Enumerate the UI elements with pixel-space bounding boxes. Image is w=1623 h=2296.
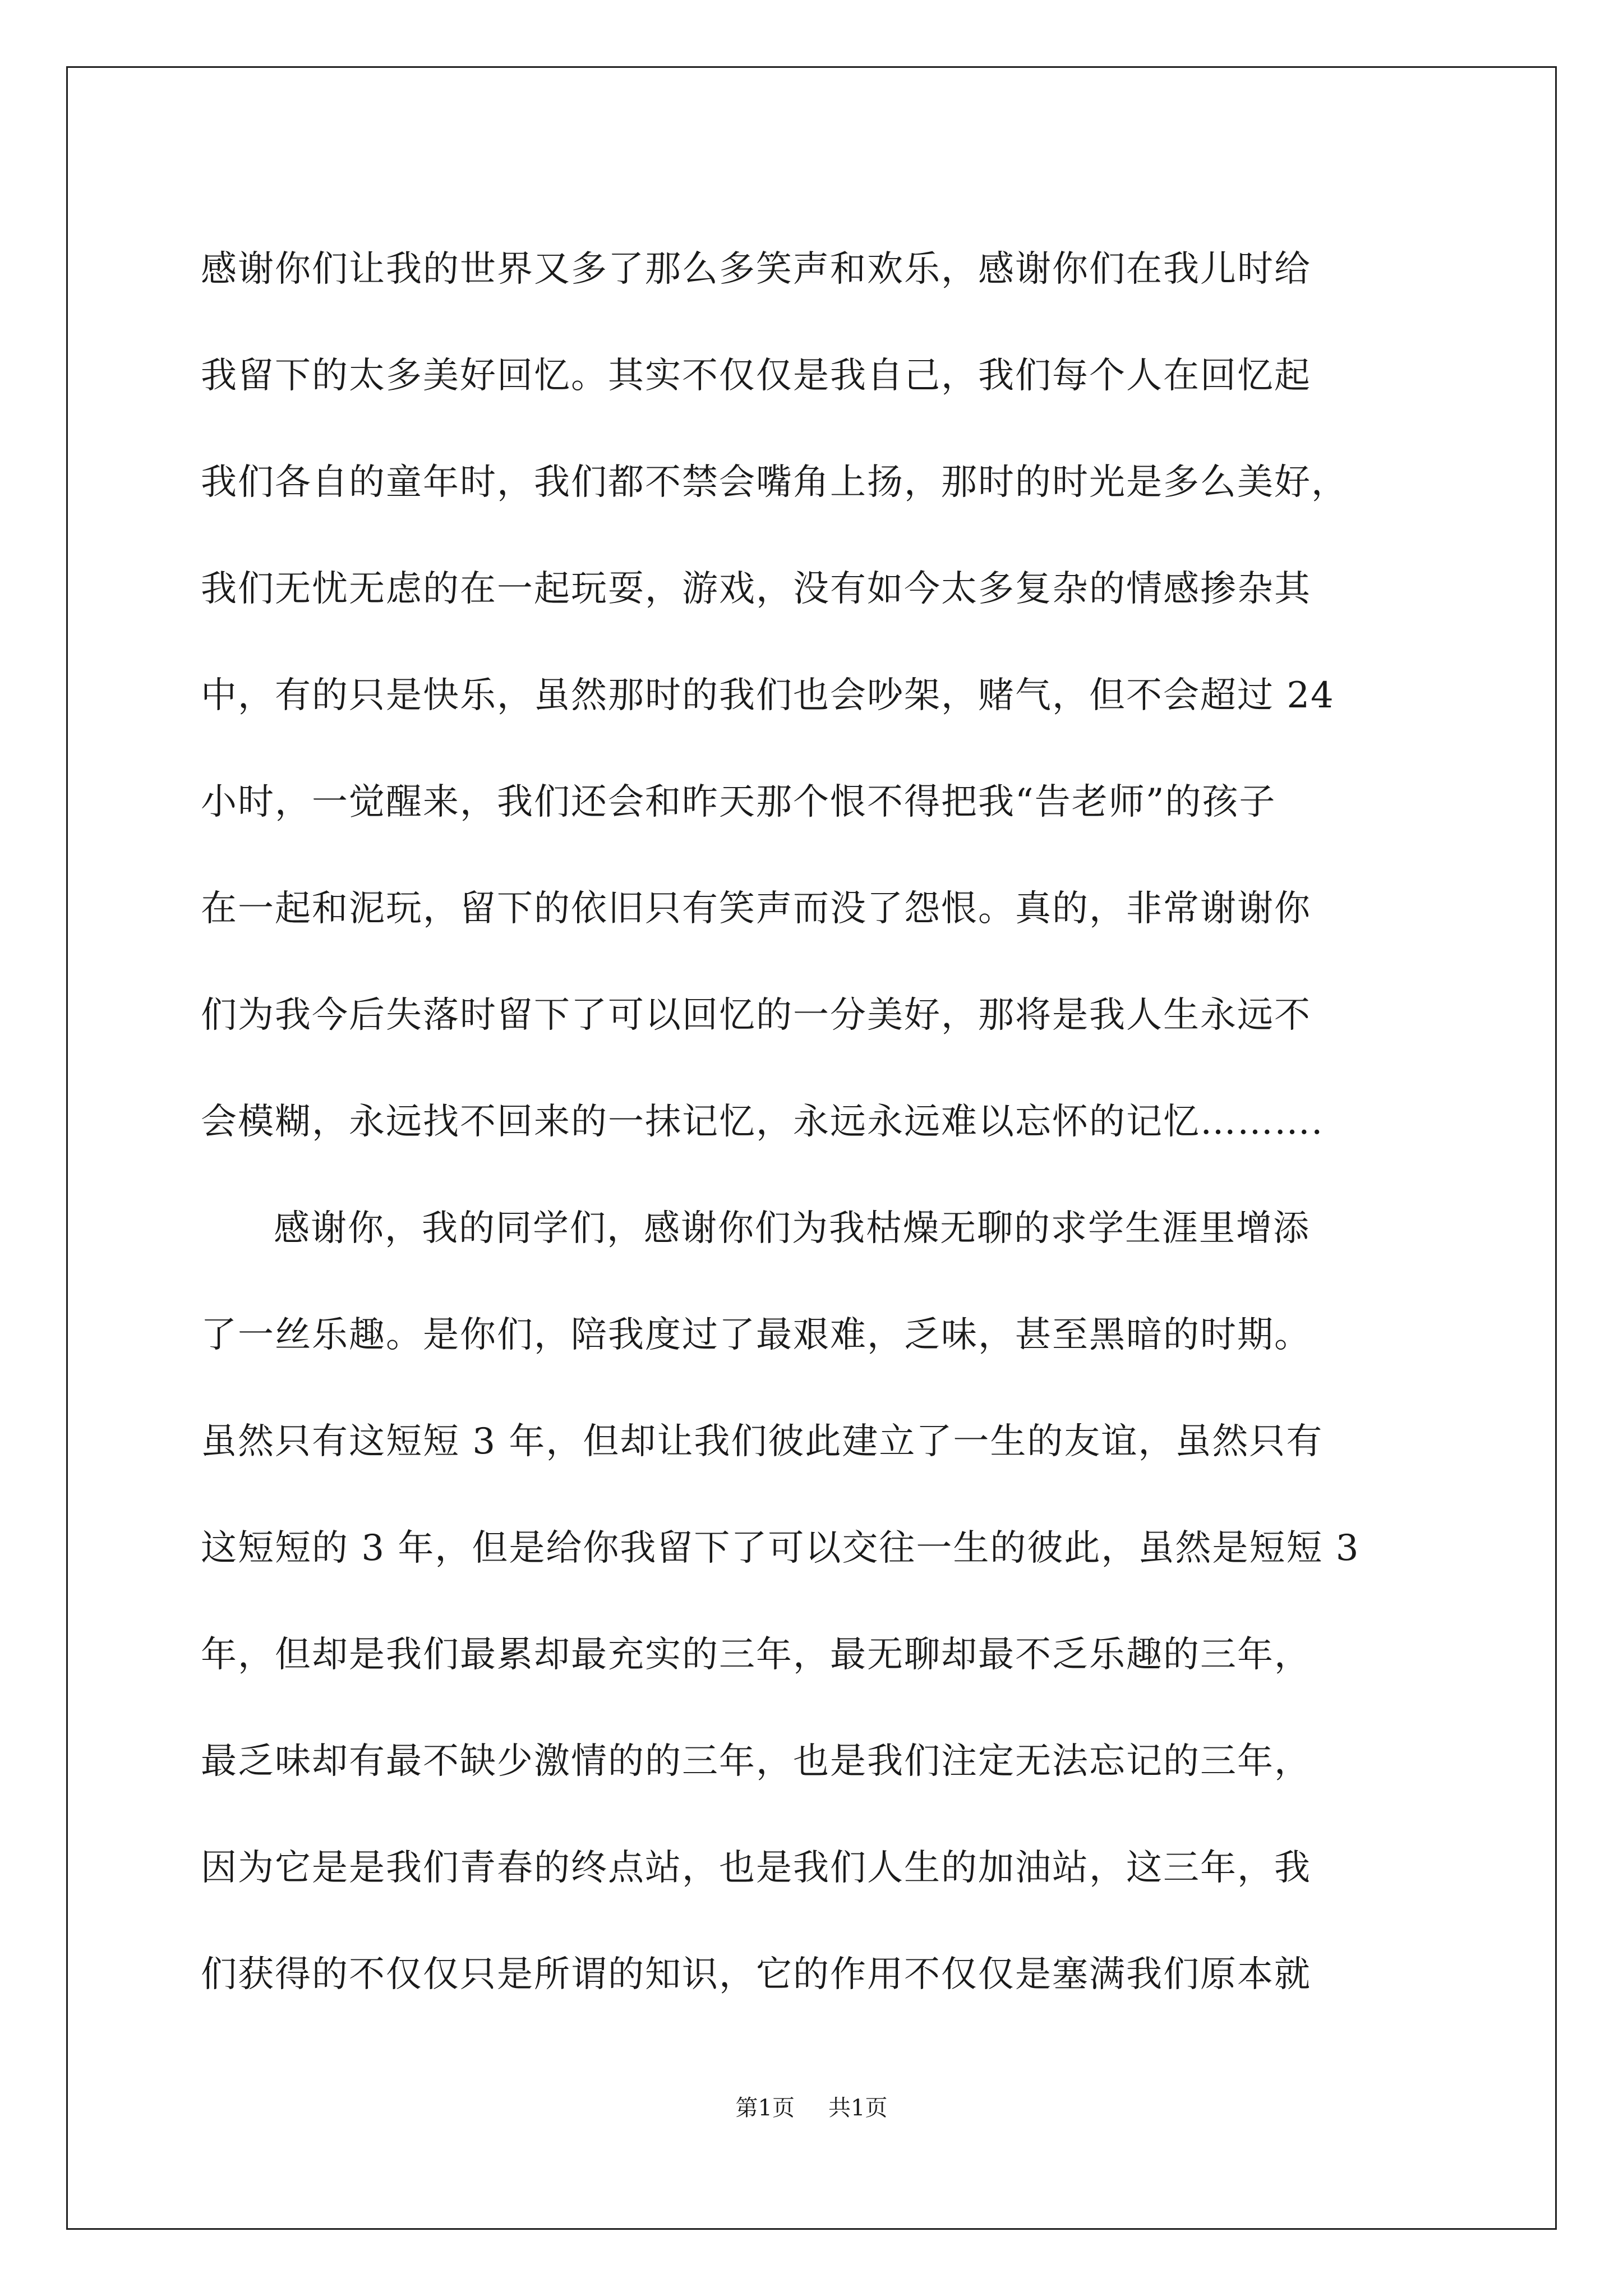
document-body bbox=[201, 216, 1418, 2028]
text-line: 最乏味却有最不缺少激情的的三年，也是我们注定无法忘记的三年， bbox=[201, 1741, 1311, 1782]
text-line: 我们各自的童年时，我们都不禁会嘴角上扬，那时的时光是多么美好， bbox=[201, 462, 1348, 503]
text-line: 我留下的太多美好回忆。其实不仅仅是我自己，我们每个人在回忆起 bbox=[201, 355, 1311, 397]
text-line: 因为它是是我们青春的终点站，也是我们人生的加油站，这三年，我 bbox=[201, 1847, 1311, 1889]
text-line: 在一起和泥玩，留下的依旧只有笑声而没了怨恨。真的，非常谢谢你 bbox=[201, 888, 1311, 930]
text-line: 年，但却是我们最累却最充实的三年，最无聊却最不乏乐趣的三年， bbox=[201, 1634, 1311, 1676]
text-line: 感谢你们让我的世界又多了那么多笑声和欢乐，感谢你们在我儿时给 bbox=[201, 249, 1311, 290]
text-line: 会模糊，永远找不回来的一抹记忆，永远永远难以忘怀的记忆………. bbox=[201, 1101, 1324, 1143]
text-line: 小时，一觉醒来，我们还会和昨天那个恨不得把我“告老师”的孩子 bbox=[201, 781, 1276, 823]
text-line: 这短短的 3 年，但是给你我留下了可以交往一生的彼此，虽然是短短 3 bbox=[201, 1527, 1360, 1569]
text-line: 我们无忧无虑的在一起玩耍，游戏，没有如今太多复杂的情感掺杂其 bbox=[201, 568, 1311, 610]
text-line: 们获得的不仅仅只是所谓的知识，它的作用不仅仅是塞满我们原本就 bbox=[201, 1954, 1311, 1995]
text-line: 感谢你，我的同学们，感谢你们为我枯燥无聊的求学生涯里增添 bbox=[274, 1208, 1310, 1249]
text-line: 虽然只有这短短 3 年，但却让我们彼此建立了一生的友谊，虽然只有 bbox=[201, 1421, 1324, 1462]
text-line: 们为我今后失落时留下了可以回忆的一分美好，那将是我人生永远不 bbox=[201, 995, 1311, 1036]
page-footer bbox=[0, 2091, 1623, 2125]
page-number-total: 共1页 bbox=[828, 2095, 888, 2121]
page-number-current: 第1页 bbox=[735, 2095, 795, 2121]
text-line: 中，有的只是快乐，虽然那时的我们也会吵架，赌气，但不会超过 24 bbox=[201, 675, 1335, 716]
text-line: 了一丝乐趣。是你们，陪我度过了最艰难，乏味，甚至黑暗的时期。 bbox=[201, 1314, 1311, 1356]
